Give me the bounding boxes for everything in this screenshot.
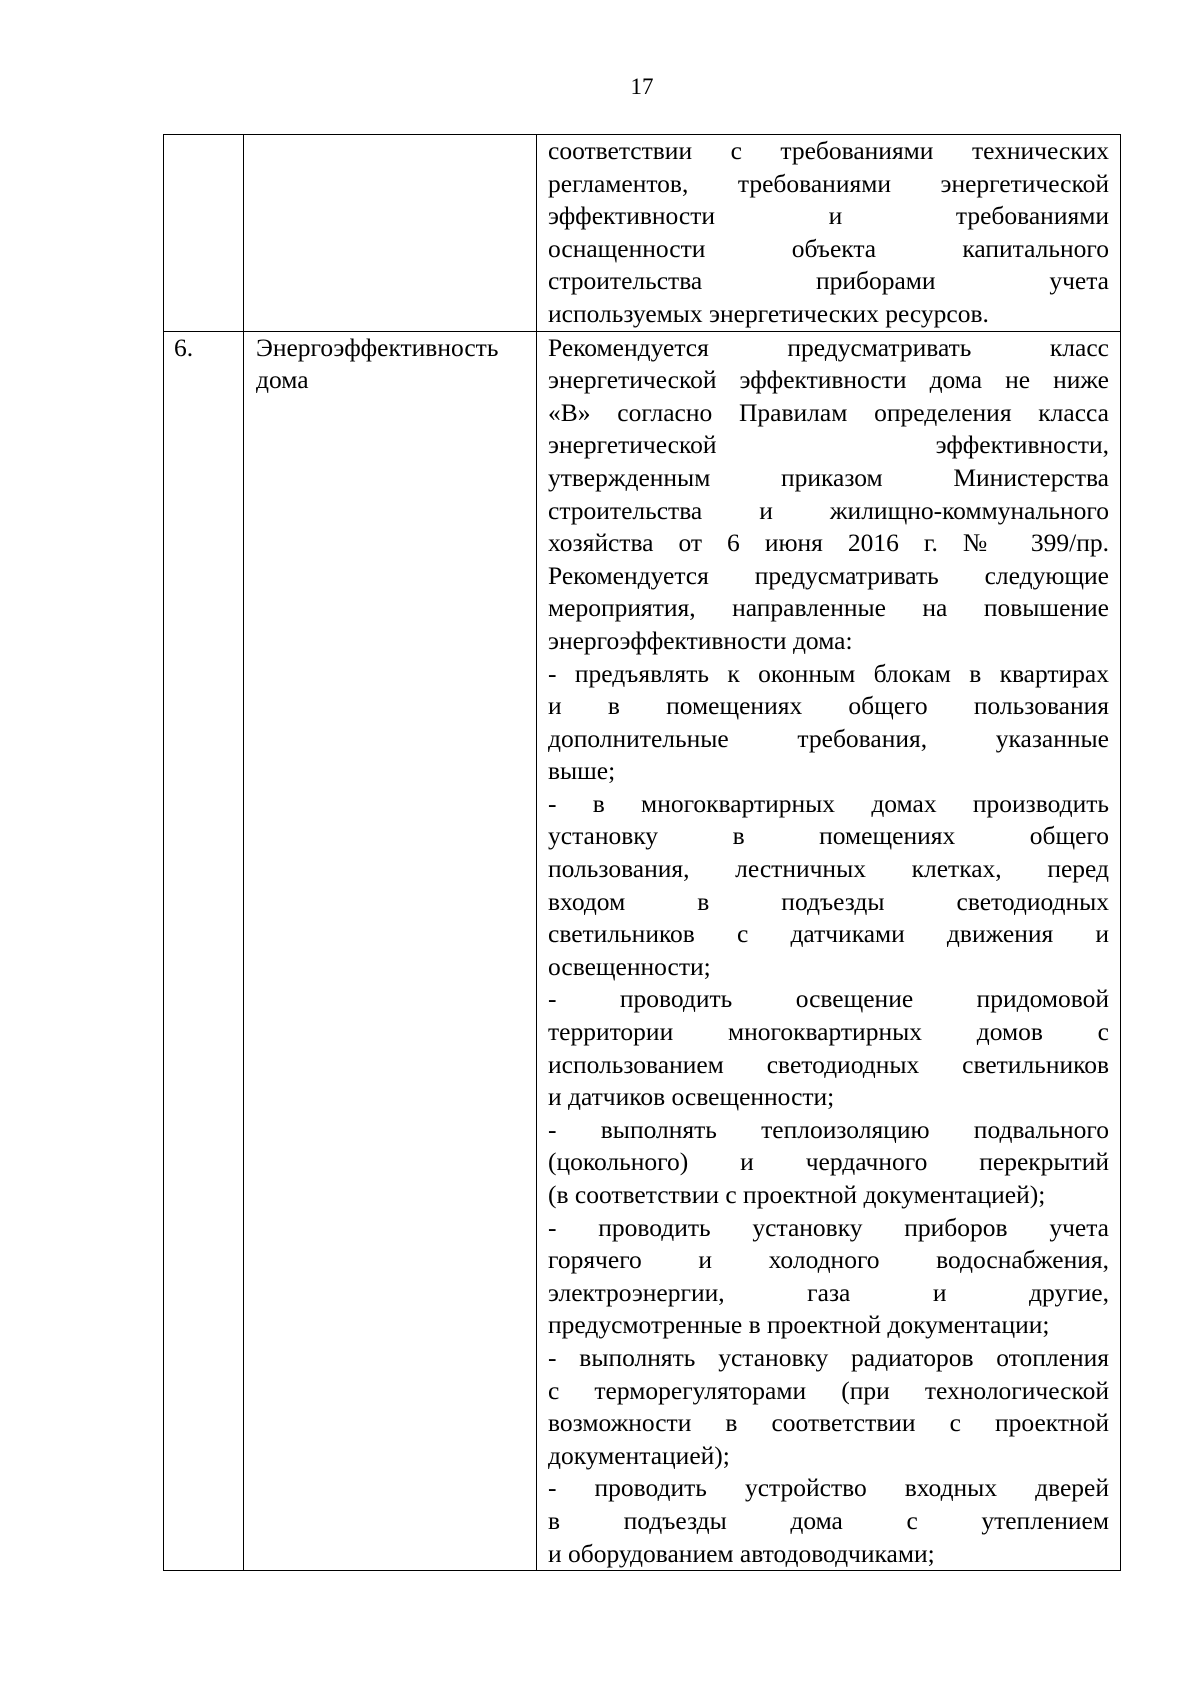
text-line: энергетической эффективности, [548,430,1109,460]
text-line: и датчиков освещенности; [548,1082,835,1112]
text-line: энергоэффективности дома: [548,625,853,655]
text-line: и оборудованием автодоводчиками; [548,1538,935,1568]
row-text-cell [537,135,1121,332]
page-number: 17 [630,74,654,99]
requirements-table [163,134,1121,1571]
text-line: строительства и жилищно-коммунального [548,495,1109,525]
text-line: - в многоквартирных домах производить [548,788,1109,818]
text-line: светильников с датчиками движения и [548,919,1109,949]
text-line: пользования, лестничных клетках, перед [548,854,1109,884]
table-row-6 [164,331,1121,1571]
row-name-line: дома [256,365,309,395]
text-line: энергетической эффективности дома не ниже [548,365,1109,395]
text-line: использованием светодиодных светильников [548,1049,1109,1079]
row-name-line: Энергоэффективность [256,332,499,362]
text-line: хозяйства от 6 июня 2016 г. № 399/пр. [548,528,1109,558]
text-line: регламентов, требованиями энергетической [548,168,1109,198]
text-line: входом в подъезды светодиодных [548,886,1109,916]
text-line: установку в помещениях общего [548,821,1109,851]
row-number-cell [164,135,244,332]
text-line: мероприятия, направленные на повышение [548,593,1109,623]
text-line: строительства приборами учета [548,266,1109,296]
text-line: - проводить установку приборов учета [548,1212,1109,1242]
text-line: Рекомендуется предусматривать класс [548,332,1109,362]
text-line: Рекомендуется предусматривать следующие [548,560,1109,590]
text-line: используемых энергетических ресурсов. [548,298,989,328]
text-line: горячего и холодного водоснабжения, [548,1245,1109,1275]
text-line: дополнительные требования, указанные [548,723,1109,753]
text-line: утвержденным приказом Министерства [548,462,1109,492]
text-line: и в помещениях общего пользования [548,691,1109,721]
text-line: (цокольного) и чердачного перекрытий [548,1147,1109,1177]
text-line: предусмотренные в проектной документации; [548,1310,1050,1340]
text-line: «В» согласно Правилам определения класса [548,397,1109,427]
text-line: документацией); [548,1440,730,1470]
text-line: - выполнять установку радиаторов отопления [548,1342,1109,1372]
text-line: - проводить устройство входных дверей [548,1473,1109,1503]
text-line: выше; [548,756,616,786]
table-row-continued [164,135,1121,332]
row-number-cell: 6. [164,331,244,1571]
text-line: электроэнергии, газа и другие, [548,1277,1109,1307]
text-line: соответствии с требованиями технических [548,136,1109,165]
text-line: - проводить освещение придомовой [548,984,1109,1014]
text-line: оснащенности объекта капитального [548,233,1109,263]
text-line: - предъявлять к оконным блокам в квартирах [548,658,1109,688]
text-line: - выполнять теплоизоляцию подвального [548,1114,1109,1144]
text-line: территории многоквартирных домов с [548,1017,1109,1047]
row-name-cell [244,331,537,1571]
text-line: освещенности; [548,951,711,981]
text-line: (в соответствии с проектной документацией); [548,1180,1046,1209]
text-line: эффективности и требованиями [548,201,1109,231]
text-line: в подъезды дома с утеплением [548,1505,1109,1535]
text-line: возможности в соответствии с проектной [548,1408,1109,1438]
text-line: с терморегуляторами (при технологической [548,1375,1109,1405]
row-text-cell [537,331,1121,1571]
row-name-cell [244,135,537,332]
